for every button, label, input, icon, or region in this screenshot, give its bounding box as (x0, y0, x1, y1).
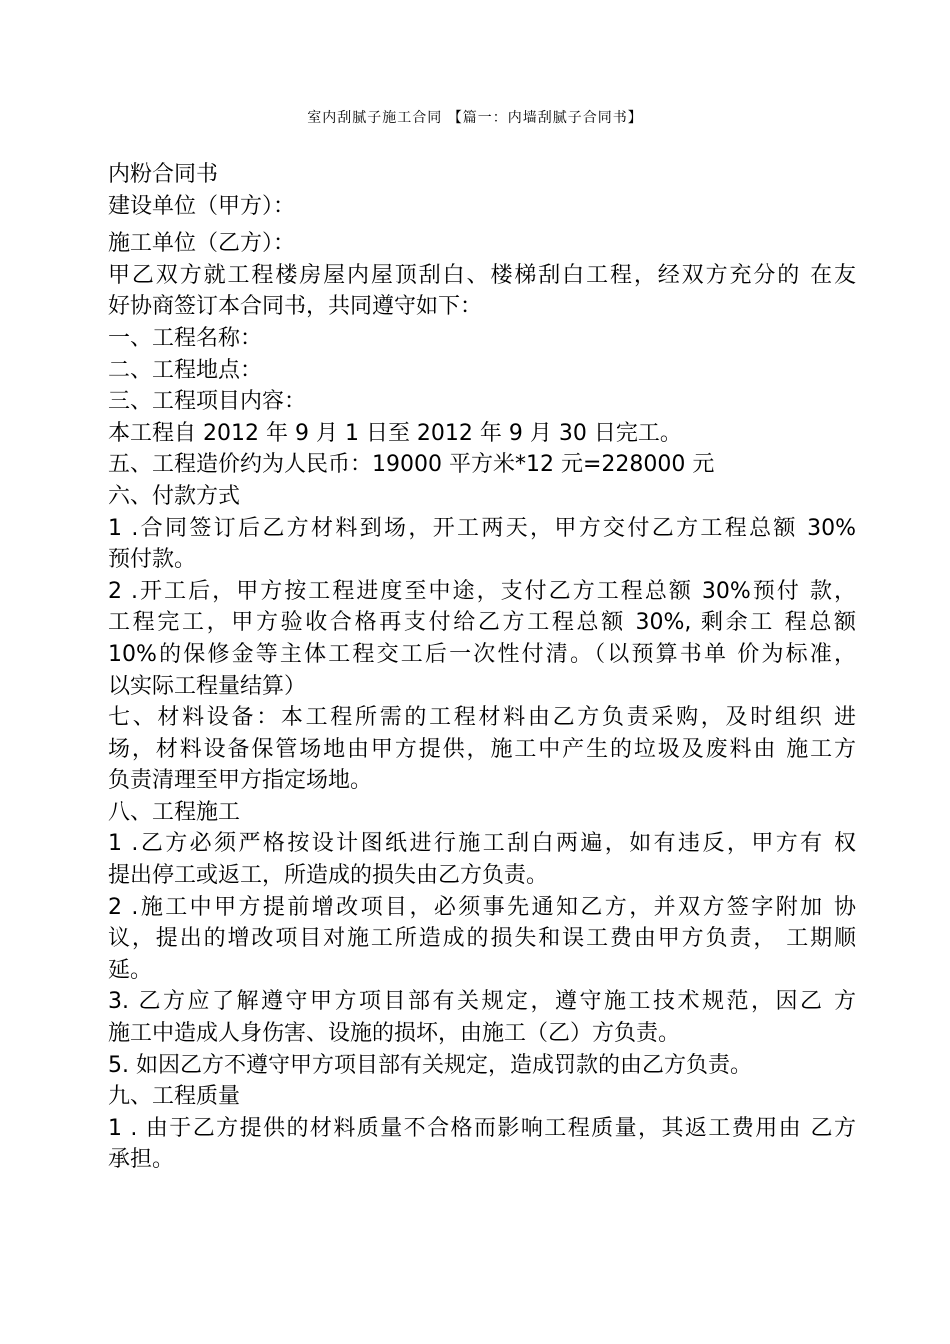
section-heading: 九、工程质量 (108, 1084, 241, 1110)
paragraph-line: 本工程自 2012 年 9 月 1 日至 2012 年 9 月 30 日完工。 (108, 420, 682, 446)
doc-title: 内粉合同书 (108, 162, 219, 187)
clause-line: 提出停工或返工，所造成的损失由乙方负责。 (108, 863, 549, 889)
section-heading: 八、工程施工 (108, 799, 241, 825)
document-body (108, 159, 856, 1176)
clause-line: 议，提出的增改项目对施工所造成的损失和误工费由甲方负责， 工期顺 (108, 926, 856, 952)
clause-line: 1 . 由于乙方提供的材料质量不合格而影响工程质量，其返工费用由 乙方 (108, 1115, 856, 1141)
clause-line: 3. 乙方应了解遵守甲方项目部有关规定，遵守施工技术规范，因乙 方 (108, 989, 856, 1015)
clause-line: 2 .开工后，甲方按工程进度至中途，支付乙方工程总额 30%预付 款， (108, 578, 856, 604)
clause-line: 5. 如因乙方不遵守甲方项目部有关规定，造成罚款的由乙方负责。 (108, 1052, 752, 1078)
clause-line: 场，材料设备保管场地由甲方提供，施工中产生的垃圾及废料由 施工方 (108, 736, 856, 762)
clause-line: 1 .乙方必须严格按设计图纸进行施工刮白两遍，如有违反，甲方有 权 (108, 831, 856, 857)
section-heading: 六、付款方式 (108, 483, 241, 509)
section-heading: 二、工程地点： (108, 357, 263, 383)
clause-line: 2 .施工中甲方提前增改项目，必须事先通知乙方，并双方签字附加 协 (108, 894, 856, 920)
paragraph-line: 好协商签订本合同书，共同遵守如下： (108, 294, 483, 320)
clause-line: 预付款。 (108, 547, 197, 573)
paragraph-line: 甲乙双方就工程楼房屋内屋顶刮白、楼梯刮白工程，经双方充分的 在友 (108, 262, 856, 288)
clause-line: 10%的保修金等主体工程交工后一次性付清。（以预算书单 价为标准， (108, 641, 856, 667)
clause-line: 1 .合同签订后乙方材料到场，开工两天，甲方交付乙方工程总额 30% (108, 515, 856, 541)
clause-line: 以实际工程量结算） (108, 673, 307, 699)
clause-line: 工程完工，甲方验收合格再支付给乙方工程总额 30%, 剩余工 程总额 (108, 610, 856, 636)
section-heading: 三、工程项目内容： (108, 389, 307, 415)
paragraph-line: 五、工程造价约为人民币：19000 平方米*12 元=228000 元 (108, 452, 715, 478)
clause-line: 延。 (108, 957, 153, 983)
clause-line: 承担。 (108, 1147, 175, 1173)
clause-line: 施工中造成人身伤害、设施的损坏，由施工（乙）方负责。 (108, 1021, 681, 1047)
party-a-line: 建设单位（甲方）： (108, 193, 296, 219)
page-header: 室内刮腻子施工合同 【篇一：内墙刮腻子合同书】 (307, 110, 643, 126)
clause-line: 负责清理至甲方指定场地。 (108, 768, 373, 794)
section-heading: 一、工程名称： (108, 325, 263, 351)
clause-line: 七、材料设备：本工程所需的工程材料由乙方负责采购，及时组织 进 (108, 705, 856, 731)
party-b-line: 施工单位（乙方）： (108, 231, 296, 257)
